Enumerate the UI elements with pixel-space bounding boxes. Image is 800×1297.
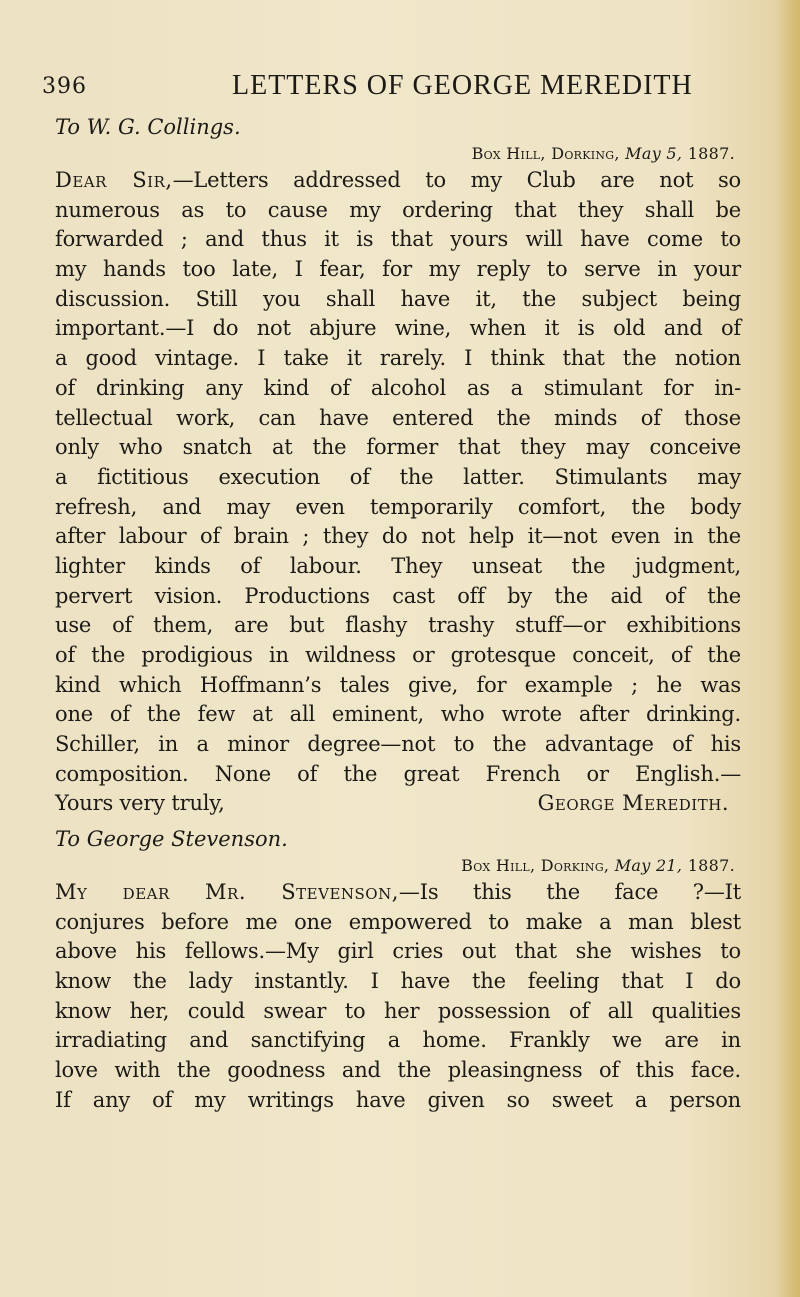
- letter-2-line: know her, could swear to her possession of all qualities: [55, 998, 741, 1023]
- letter-1-line: discussion. Still you shall have it, the subject being: [55, 286, 741, 311]
- letter-1-line: of the prodigious in wildness or grotesque conceit, of the: [55, 643, 741, 667]
- letter-1-date: May 5,: [625, 144, 683, 163]
- letter-2-recipient: To George Stevenson.: [55, 827, 288, 851]
- letter-2-line: know the lady instantly. I have the feeling that I do: [55, 969, 741, 994]
- letter-1-line: Schiller, in a minor degree—not to the advantage of his: [55, 732, 741, 757]
- letter-2-line: love with the goodness and the pleasingness of this face.: [55, 1058, 741, 1083]
- letter-2-text: —Is this the face ?—It: [398, 880, 741, 904]
- letter-1-dateline: [55, 142, 741, 166]
- letter-1-line: a good vintage. I take it rarely. I think that the notion: [55, 346, 741, 371]
- letter-1-line: tellectual work, can have entered the minds of those: [55, 405, 741, 430]
- letter-2-line: irradiating and sanctifying a home. Frankly we are in: [55, 1028, 741, 1053]
- letter-1-line: pervert vision. Productions cast off by the aid of the: [55, 583, 741, 608]
- letter-1-recipient: To W. G. Collings.: [55, 115, 241, 139]
- running-title: LETTERS OF GEORGE MEREDITH: [232, 70, 693, 101]
- letter-2-dateline: [55, 854, 741, 878]
- letter-1-line: one of the few at all eminent, who wrote after drinking.: [55, 702, 741, 727]
- letter-1-year: 1887.: [687, 144, 735, 163]
- letter-1-line: my hands too late, I fear, for my reply to serve in your: [55, 257, 741, 282]
- letter-1-line: of drinking any kind of alcohol as a stimulant for in-: [55, 375, 741, 400]
- letter-1-line: a fictitious execution of the latter. Stimulants may: [55, 464, 741, 489]
- letter-1-salutation: Dear Sir,: [55, 168, 173, 192]
- letter-1-line: after labour of brain ; they do not help it—not even in the: [55, 524, 741, 549]
- letter-2-date: May 21,: [614, 856, 683, 875]
- letter-1-text: —Letters addressed to my Club are not so: [172, 168, 741, 192]
- letter-2-place: Box Hill, Dorking,: [461, 856, 610, 875]
- letter-1-line: only who snatch at the former that they may conceive: [55, 435, 741, 460]
- letter-1-line: use of them, are but flashy trashy stuff—or exhibitions: [55, 613, 741, 638]
- letter-1-closing: Yours very truly,: [55, 791, 225, 816]
- letter-1-place: Box Hill, Dorking,: [471, 144, 620, 163]
- letter-2-line: If any of my writings have given so sweet a person: [55, 1087, 741, 1112]
- letter-1-line: refresh, and may even temporarily comfort, the body: [55, 494, 741, 519]
- letter-1-line: forwarded ; and thus it is that yours will have come to: [55, 227, 741, 252]
- letter-2-salutation: My dear Mr. Stevenson,: [55, 880, 399, 904]
- letter-1: [55, 112, 741, 819]
- letter-2-line-1: [55, 878, 741, 908]
- page-edge-stain: [778, 0, 800, 1297]
- letter-1-line: numerous as to cause my ordering that they shall be: [55, 197, 741, 222]
- letter-1-line: important.—I do not abjure wine, when it is old and of: [55, 316, 741, 341]
- letter-2-line: above his fellows.—My girl cries out that she wishes to: [55, 939, 741, 964]
- page-number: 396: [42, 74, 87, 99]
- letter-1-signature: George Meredith.: [537, 791, 729, 816]
- letter-1-line: composition. None of the great French or English.—: [55, 761, 741, 786]
- letter-1-line-1: [55, 166, 741, 196]
- letter-1-closing-line: [55, 789, 741, 819]
- letter-2: [55, 824, 741, 1116]
- letter-2-year: 1887.: [687, 856, 735, 875]
- letter-1-line: kind which Hoffmann’s tales give, for example ; he was: [55, 672, 741, 697]
- running-head: [42, 70, 742, 104]
- letter-2-line: conjures before me one empowered to make a man blest: [55, 909, 741, 934]
- letter-1-line: lighter kinds of labour. They unseat the judgment,: [55, 553, 741, 578]
